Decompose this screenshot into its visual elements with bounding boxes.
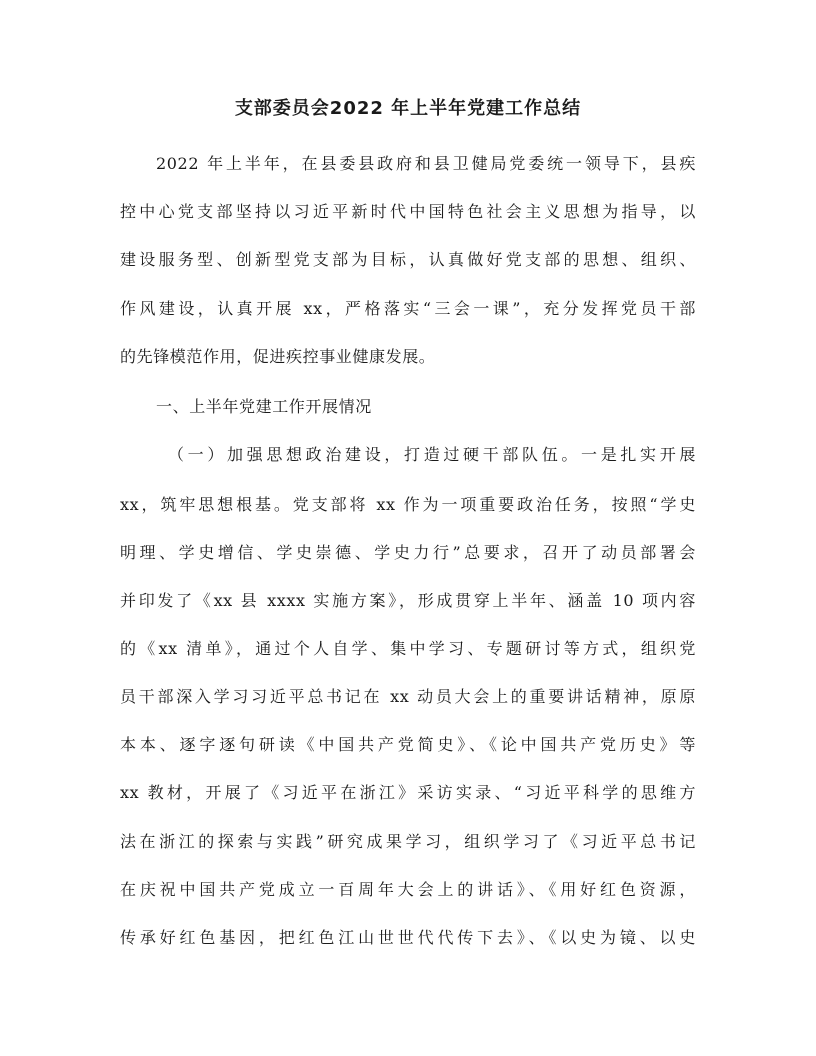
- paragraph-line: 在庆祝中国共产党成立一百周年大会上的讲话》、《用好红色资源，: [120, 880, 696, 899]
- paragraph-line: （一）加强思想政治建设，打造过硬干部队伍。一是扎实开展: [168, 445, 696, 464]
- paragraph-line: 并印发了《xx 县 xxxx 实施方案》，形成贯穿上半年、涵盖 10 项内容: [120, 591, 696, 610]
- paragraph-line: 的《xx 清单》，通过个人自学、集中学习、专题研讨等方式，组织党: [120, 639, 696, 658]
- paragraph-line: 建设服务型、创新型党支部为目标，认真做好党支部的思想、组织、: [120, 250, 696, 269]
- paragraph-line: 员干部深入学习习近平总书记在 xx 动员大会上的重要讲话精神，原原: [120, 687, 696, 706]
- paragraph-line: 本本、逐字逐句研读《中国共产党简史》、《论中国共产党历史》等: [120, 735, 696, 754]
- section-heading: 一、上半年党建工作开展情况: [156, 397, 372, 416]
- paragraph-line: 控中心党支部坚持以习近平新时代中国特色社会主义思想为指导，以: [120, 202, 696, 221]
- document-title: 支部委员会2022 年上半年党建工作总结: [234, 98, 582, 119]
- paragraph-line: xx，筑牢思想根基。党支部将 xx 作为一项重要政治任务，按照“学史: [120, 495, 696, 514]
- paragraph-line: 传承好红色基因，把红色江山世世代代传下去》、《以史为镜、以史: [120, 928, 696, 947]
- paragraph-line: xx 教材，开展了《习近平在浙江》采访实录、“习近平科学的思维方: [120, 783, 696, 802]
- paragraph-line: 的先锋模范作用，促进疾控事业健康发展。: [120, 347, 436, 366]
- paragraph-line: 明理、学史增信、学史崇德、学史力行”总要求，召开了动员部署会: [120, 543, 696, 562]
- paragraph-line: 作风建设，认真开展 xx，严格落实“三会一课”，充分发挥党员干部: [120, 299, 696, 318]
- paragraph-line: 2022 年上半年，在县委县政府和县卫健局党委统一领导下，县疾: [156, 154, 696, 173]
- paragraph-line: 法在浙江的探索与实践”研究成果学习，组织学习了《习近平总书记: [120, 832, 696, 851]
